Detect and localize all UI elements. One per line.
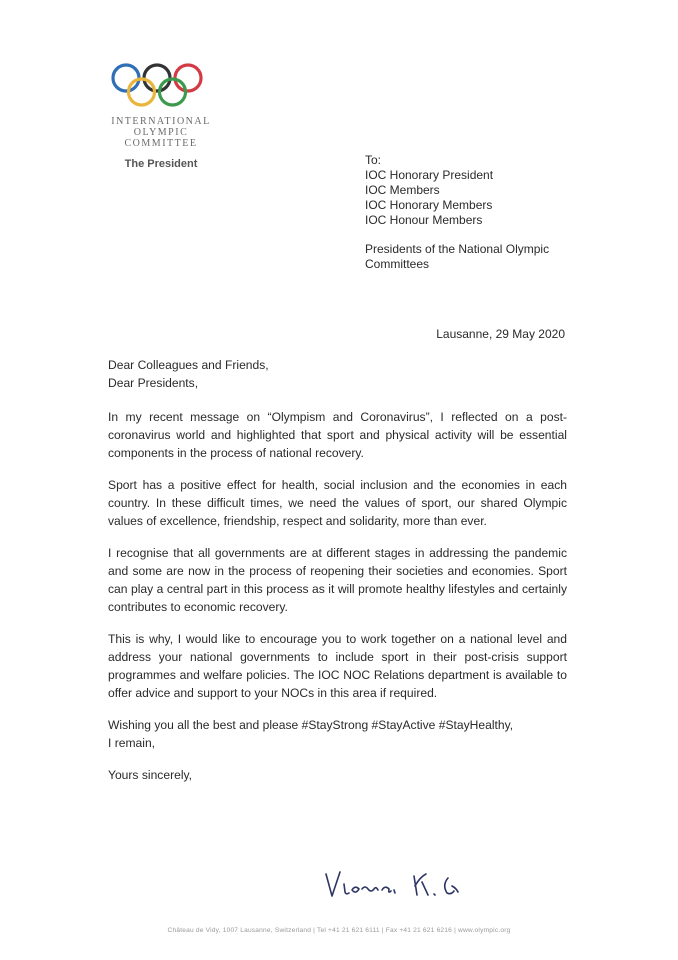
salutation-line-1: Dear Colleagues and Friends, bbox=[108, 358, 269, 372]
salutation bbox=[108, 356, 567, 392]
recipient-item: IOC Honour Members bbox=[365, 213, 483, 227]
closing: Yours sincerely, bbox=[108, 768, 193, 782]
office-title: The President bbox=[124, 158, 198, 170]
handwritten-signature bbox=[318, 868, 518, 902]
recipient-item: IOC Honorary Members bbox=[365, 198, 493, 212]
letter-body bbox=[108, 356, 567, 798]
paragraph: In my recent message on “Olympism and Coronavirus”, I reflected on a post-coronavirus world and highlighted that sport and physical activity will be essential components in the process of national recovery. bbox=[108, 410, 567, 460]
paragraph: Sport has a positive effect for health, social inclusion and the economies in each country. In these difficult times, we need the values of sport, our shared Olympic values of excellence, friendship, respect and solidarity, more than ever. bbox=[108, 478, 567, 528]
org-line-1: INTERNATIONAL bbox=[111, 116, 211, 127]
org-line-2: OLYMPIC bbox=[133, 127, 189, 138]
ring-yellow bbox=[129, 79, 155, 105]
paragraph: I recognise that all governments are at different stages in addressing the pandemic and some are now in the process of reopening their societies and economies. Sport can play a central part in this process as it will promote healthy lifestyles and certainly contributes to economic recovery. bbox=[108, 546, 567, 614]
to-label: To: bbox=[365, 153, 382, 167]
paragraph: This is why, I would like to encourage you to work together on a national level and address your national governments to include sport in their post-crisis support programmes and welfare policies. The IOC NOC Relations department is available to offer advice and support to your NOCs in this area if required. bbox=[108, 632, 567, 700]
letter-date: Lausanne, 29 May 2020 bbox=[436, 327, 565, 341]
ring-green bbox=[160, 79, 186, 105]
wishes-line-1: Wishing you all the best and please #StayStrong #StayActive #StayHealthy, bbox=[108, 718, 514, 732]
org-line-3: COMMITTEE bbox=[124, 138, 198, 149]
wishes-line-2: I remain, bbox=[108, 736, 156, 750]
recipient-presidents-cont: Committees bbox=[365, 257, 430, 271]
letterhead-footer: Château de Vidy, 1007 Lausanne, Switzerland | Tel +41 21 621 6111 | Fax +41 21 621 6216 | www.olympic.org bbox=[167, 927, 511, 934]
recipient-item: IOC Honorary President bbox=[365, 168, 494, 182]
olympic-rings-logo bbox=[106, 56, 216, 120]
ring-black bbox=[144, 65, 170, 91]
recipient-item: IOC Members bbox=[365, 183, 440, 197]
wishes bbox=[108, 716, 567, 752]
ring-red bbox=[175, 65, 201, 91]
ring-blue bbox=[113, 65, 139, 91]
organization-name bbox=[102, 116, 220, 149]
recipient-presidents: Presidents of the National Olympic bbox=[365, 242, 550, 256]
salutation-line-2: Dear Presidents, bbox=[108, 376, 199, 390]
recipients-block bbox=[365, 153, 549, 272]
